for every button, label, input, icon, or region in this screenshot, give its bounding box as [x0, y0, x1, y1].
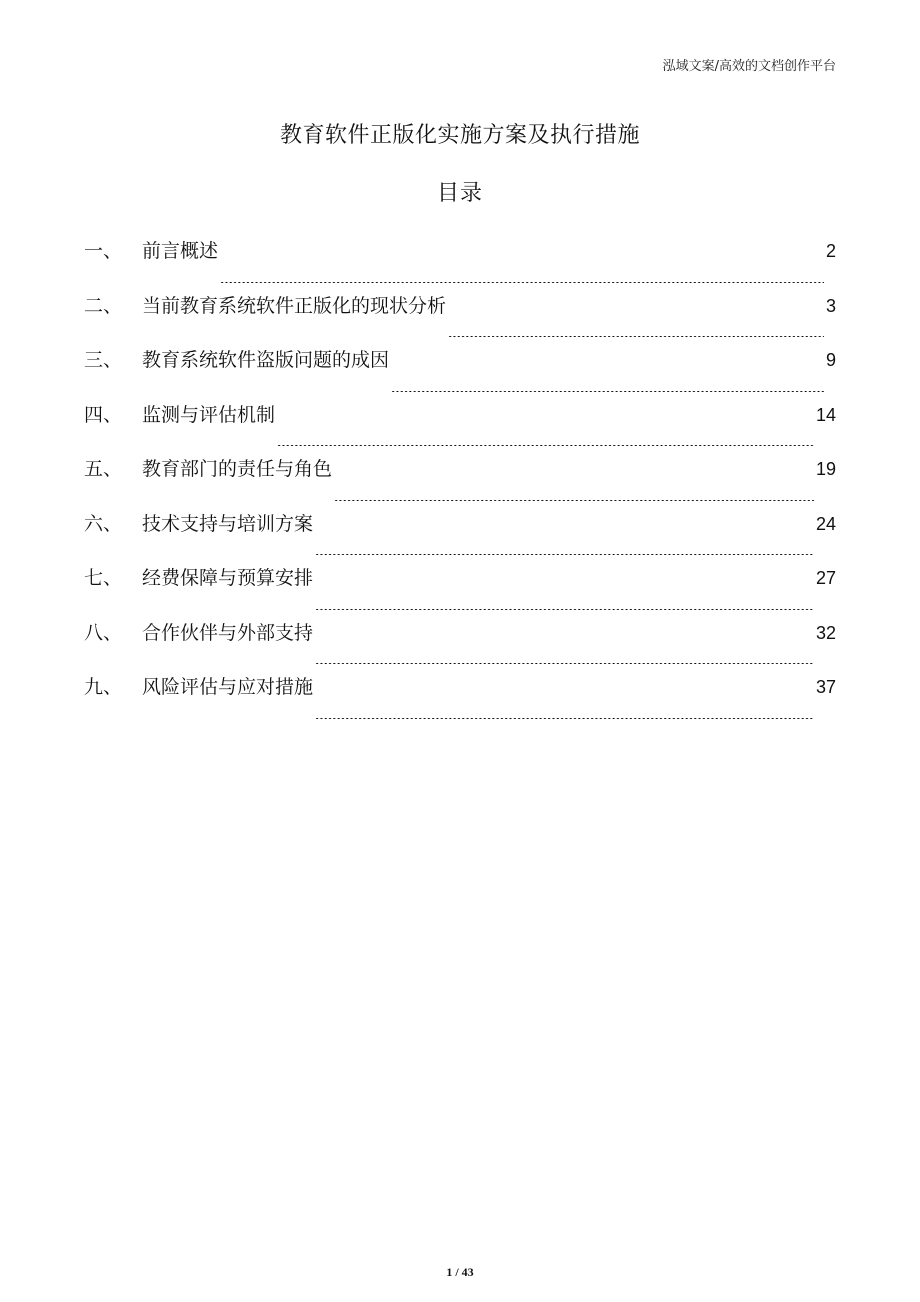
toc-entry-number: 三、	[84, 349, 123, 371]
toc-entry[interactable]	[84, 619, 836, 674]
toc-entry[interactable]	[84, 673, 836, 728]
toc-entry[interactable]	[84, 292, 836, 347]
toc-entry-label: 合作伙伴与外部支持	[142, 621, 314, 644]
toc-entry[interactable]	[84, 237, 836, 292]
toc-entry-page: 32	[815, 622, 836, 643]
toc-entry-number: 一、	[84, 240, 123, 262]
dot-leader	[334, 500, 814, 501]
dot-leader	[315, 663, 814, 664]
toc-entry-label: 监测与评估机制	[142, 403, 276, 426]
toc-entry-number: 五、	[84, 458, 123, 480]
dot-leader	[448, 336, 824, 337]
toc-entry-number: 八、	[84, 621, 123, 644]
toc-entry-page: 27	[815, 568, 836, 588]
toc-entry-label: 经费保障与预算安排	[142, 567, 314, 589]
toc-entry[interactable]	[84, 510, 836, 565]
toc-heading: 目录	[436, 181, 483, 206]
toc-entry-number: 四、	[84, 403, 123, 426]
header-text: 泓域文案/高效的文档创作平台	[662, 59, 836, 74]
toc-entry-label: 教育部门的责任与角色	[142, 458, 333, 480]
toc-entry-page: 24	[815, 513, 836, 534]
toc-entry-page: 37	[815, 677, 836, 697]
toc-entry-label: 当前教育系统软件正版化的现状分析	[142, 294, 447, 317]
document-title: 教育软件正版化实施方案及执行措施	[279, 123, 640, 148]
toc-entry-number: 七、	[84, 567, 123, 589]
toc-entry[interactable]	[84, 401, 836, 456]
toc-entry-page: 3	[825, 295, 836, 316]
table-of-contents	[84, 237, 836, 728]
toc-entry-page: 14	[815, 404, 836, 425]
toc-entry-page: 2	[825, 241, 836, 261]
toc-entry[interactable]	[84, 346, 836, 401]
toc-entry-label: 风险评估与应对措施	[142, 676, 314, 698]
toc-entry-page: 19	[815, 459, 836, 479]
dot-leader	[391, 391, 824, 392]
toc-entry-number: 六、	[84, 512, 123, 535]
toc-entry-page: 9	[825, 350, 836, 370]
dot-leader	[315, 554, 814, 555]
toc-entry-number: 九、	[84, 676, 123, 698]
dot-leader	[315, 609, 814, 610]
toc-entry[interactable]	[84, 455, 836, 510]
toc-entry-number: 二、	[84, 294, 123, 317]
dot-leader	[220, 282, 824, 283]
dot-leader	[277, 445, 814, 446]
toc-entry-label: 前言概述	[142, 240, 219, 262]
toc-entry-label: 教育系统软件盗版问题的成因	[142, 349, 390, 371]
page-number: 1 / 43	[446, 1265, 474, 1279]
dot-leader	[315, 718, 814, 719]
toc-entry-label: 技术支持与培训方案	[142, 512, 314, 535]
toc-entry[interactable]	[84, 564, 836, 619]
